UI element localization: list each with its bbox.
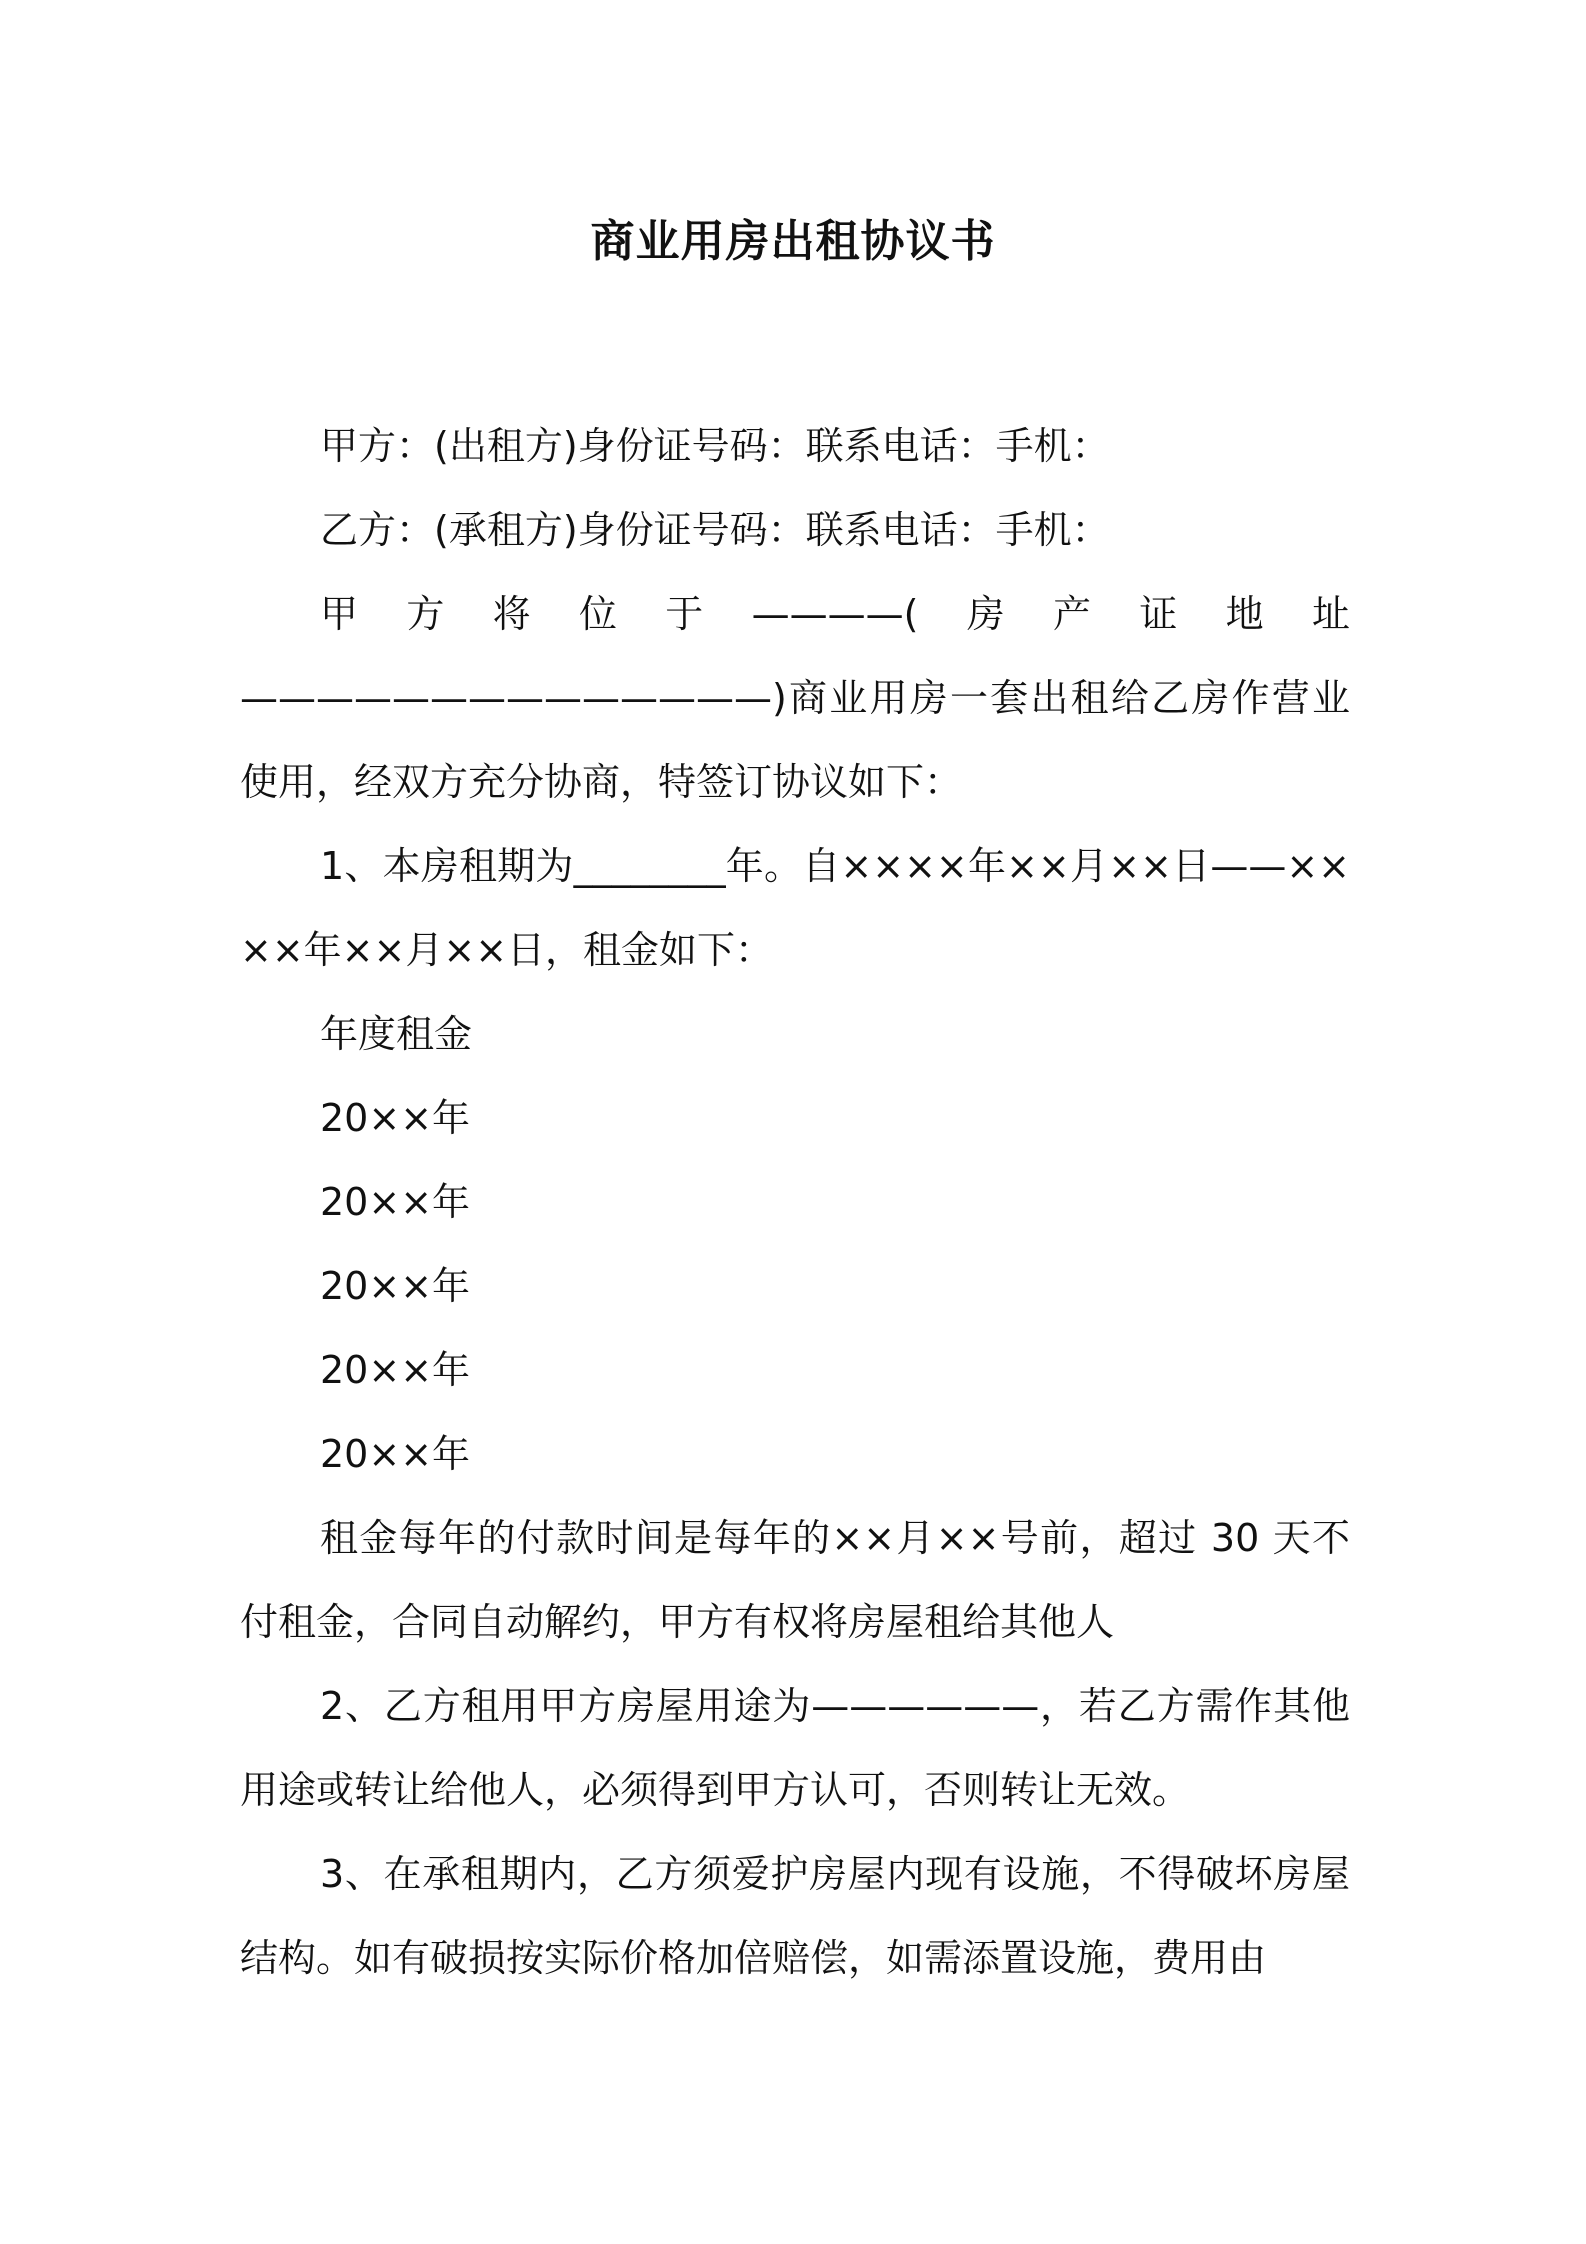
document-title: 商业用房出租协议书 (590, 216, 996, 267)
party-a-line: 甲方：(出租方)身份证号码：联系电话：手机： (320, 424, 1110, 468)
party-b-line: 乙方：(承租方)身份证号码：联系电话：手机： (320, 508, 1110, 552)
intro-paragraph: 甲方将位于————(房产证地址——————————————)商业用房一套出租给乙房作营业使用，经双方充分协商，特签订协议如下： (240, 592, 1350, 804)
rent-year-row: 20××年 (320, 1264, 471, 1308)
clause-1: 1、本房租期为________年。自××××年××月××日——××××年××月××日，租金如下： (240, 844, 1350, 972)
clause-3: 3、在承租期内，乙方须爱护房屋内现有设施，不得破坏房屋结构。如有破损按实际价格加倍赔偿，如需添置设施，费用由 (240, 1852, 1350, 1980)
clause-2: 2、乙方租用甲方房屋用途为——————，若乙方需作其他用途或转让给他人，必须得到甲方认可，否则转让无效。 (240, 1684, 1350, 1812)
rent-year-row: 20××年 (320, 1180, 471, 1224)
document-body (240, 404, 1350, 2000)
rent-year-row: 20××年 (320, 1432, 471, 1476)
rent-year-row: 20××年 (320, 1096, 471, 1140)
payment-terms-paragraph: 租金每年的付款时间是每年的××月××号前，超过 30 天不付租金，合同自动解约，甲方有权将房屋租给其他人 (240, 1516, 1350, 1644)
rent-year-row: 20××年 (320, 1348, 471, 1392)
rent-table-header: 年度租金 (320, 1012, 473, 1056)
